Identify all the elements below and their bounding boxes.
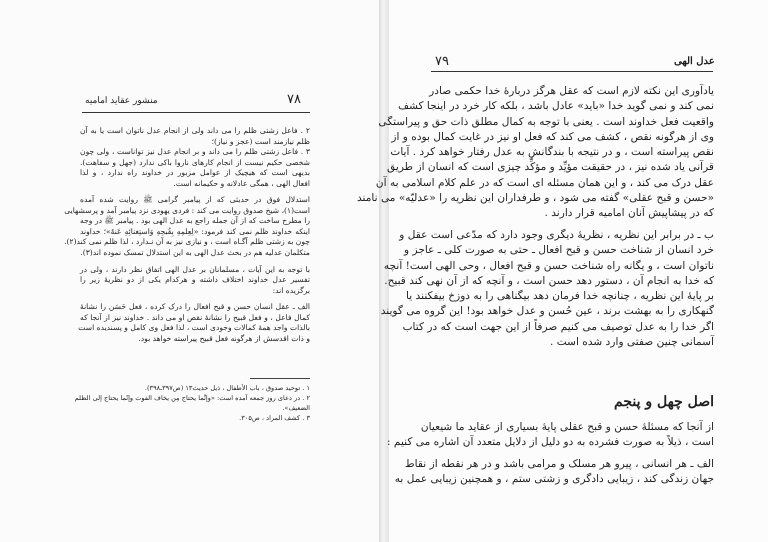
left-footnotes xyxy=(74,383,310,423)
body-line: بر پایهٔ این نظریه ، چنانچه خدا فرمان دهد بیگناهی را به دوزخ بیفکنند یا xyxy=(406,290,714,303)
footnote-line: الضعیف». xyxy=(282,404,310,412)
right-para-2 xyxy=(380,228,714,350)
body-line: شخصی حکیم نیست از انجام کارهای ناروا باکی ندارد (جهل و سفاهت). xyxy=(80,157,310,167)
body-line: ناتوان است ، و یگانه راه شناخت حسن و قبح افعال ، وحی الهی است! آنچه xyxy=(383,259,714,272)
body-line: الف ـ عقل انسان حسن و قبح افعال را درک کرده ، فعل حَسَن را نشانهٔ xyxy=(80,302,310,312)
body-line: با توجه به این آیات ، مسلمانان بر عدل الهی اتفاق نظر دارند ، ولی در xyxy=(80,264,310,274)
body-line: وی از هرگونه نقص ، کشف می کند که فعل او نیز در غایت کمال بوده و از xyxy=(391,130,714,143)
left-body xyxy=(64,126,310,344)
body-line: عقل درک می کند ، و این همان مسئله ای است که در علم کلام اسلامی به آن xyxy=(375,176,714,189)
right-para-3 xyxy=(387,420,714,487)
section-heading: اصل چهل و پنجم xyxy=(614,394,714,410)
body-line: نمی کند و نمی گوید خدا «باید» عادل باشد ، بلکه کار خرد در اینجا کشف xyxy=(398,100,714,113)
body-line: آسمانی چنین صفتی وارد شده است . xyxy=(549,336,714,349)
body-line: ظلم نیازمند است (عجز و نیاز)؛ xyxy=(211,136,310,146)
body-line: است(۱)، شیخ صدوق روایت می کند : فردی یهودی نزد پیامبر آمد و پرسشهایی xyxy=(64,205,310,215)
body-line: جهان زندگی کند ، زیبایی دادگری و زشتی ستم ، و همچنین زیبایی عمل به xyxy=(394,472,714,485)
body-line: متکلمان عدلیه هم در بحث عدل الهی به این استدلال تمسک نموده اند(۳). xyxy=(80,248,310,258)
body-line: گنهکاری را به بهشت برند ، عین حُسن و عدل خواهد بود! این گروه می گویند xyxy=(380,305,714,318)
left-header-rule xyxy=(82,112,310,113)
body-line: اینکه خداوند ظلم نمی کند فرمود: «لِعِلمِهِ بِقُبحِهِ وَاستِغنائِهِ عَنهُ»؛ خداوند xyxy=(80,226,310,236)
body-line: قرآنی یاد شده نیز ، در حقیقت مؤیِّد و مؤکِّد چیزی است که انسان از طریق xyxy=(387,161,714,174)
body-line: استدلال فوق در حدیثی که از پیامبر گرامی ﷺ روایت شده آمده xyxy=(80,195,310,205)
body-line: «حسن و قبح عقلی» گفته می شود ، و طرفداران این نظریه را «عدلیّه» می نامند xyxy=(356,192,714,205)
right-page xyxy=(356,0,768,542)
body-line: ب ـ در برابر این نظریه ، نظریهٔ دیگری وجود دارد که مدّعی است عقل و xyxy=(399,229,714,241)
right-running-title: عدل الهی xyxy=(674,56,715,67)
body-line: واقعیت فعل خداوند است . یعنی با توجه به کمال مطلق ذات حق و پیراستگی xyxy=(378,115,714,128)
body-line: بدیهی است که هیچیک از عوامل مزبور در خداوند راه ندارد ، و لذا xyxy=(80,168,310,178)
body-line: که خدا به انجام آن ، دستور دهد حسن است ، و آنچه که از آن نهی کند قبیح. xyxy=(384,274,714,287)
body-line: از آنجا که مسئلهٔ حسن و قبح عقلی پایهٔ بسیاری از عقاید ما شیعیان xyxy=(420,421,714,433)
right-para-1 xyxy=(356,84,714,222)
footnote-line: ۳ . کشف المراد ، ص۳۰۵. xyxy=(239,414,310,422)
body-line: تفسیر عدل خداوند اختلاف داشته و هرکدام یکی از دو نظریهٔ زیر را xyxy=(80,275,310,285)
body-line: ۳ . فاعل زشتی ظلم را می داند و بر انجام عدل نیز تواناست ، ولی چون xyxy=(80,147,310,157)
left-page-number: ۷۸ xyxy=(287,92,301,107)
right-header-rule xyxy=(431,71,713,72)
body-line: افعال الهی ، همگی عادلانه و حکیمانه است. xyxy=(173,178,310,188)
body-line: نقص پیراسته است ، و در نتیجه با بندگانش به عدل رفتار خواهد کرد . آیات xyxy=(390,146,714,159)
left-running-title: منشور عقاید امامیه xyxy=(85,96,158,106)
body-line: را مطرح ساخت که از آن جمله راجع به عدل الهی بود . پیامبر ﷺ در وجه xyxy=(80,216,310,226)
body-line: یادآوری این نکته لازم است که عقل هرگز دربارهٔ خدا حکمی صادر xyxy=(429,85,714,97)
body-line: اگر خدا را به عدل توصیف می کنیم صرفاً از این جهت است که در کتاب xyxy=(402,320,714,333)
footnote-line: ۱ . توحید صدوق ، باب الأطفال ، ذیل حدیث۱۳ (ص۳۹۷ـ۳۹۸). xyxy=(144,384,310,392)
body-line: که در پیشاپیش آنان امامیه قرار دارند . xyxy=(544,207,714,220)
body-line: کمال فاعل ، و فعل قبیح را نشانهٔ نقص او می داند . خداوند نیز از آنجا که xyxy=(80,312,310,322)
body-line: است ، ذیلاً به صورت فشرده به دو دلیل از دلایل متعدد آن اشاره می کنیم : xyxy=(387,436,714,449)
right-page-number: ۷۹ xyxy=(435,54,449,69)
body-line: خرد انسان از شناخت حسن و قبح افعال ـ حتی به صورت کلی ـ عاجز و xyxy=(403,244,714,257)
body-line: بالذات واجد همهٔ کمالات وجودی است ، لذا فعل وی کامل و پسندیده است xyxy=(78,323,310,333)
body-line: الف ـ هر انسانی ، پیرو هر مسلک و مرامی باشد و در هر نقطه از نقاط xyxy=(404,457,714,470)
body-line: و ذات اقدسش از هرگونه فعل قبیح پیراسته خواهد بود. xyxy=(138,333,310,343)
body-line: برگزیده اند: xyxy=(272,285,310,295)
body-line: چون به زشتی ظلم آگـاه است ، و نیازی نیز به آن نـدارد ، لذا ظلم نمی کند(۲). xyxy=(64,237,310,247)
body-line: ۲ . فاعل زشتی ظلم را می داند ولی از انجام عدل ناتوان است یا به آن xyxy=(80,126,310,135)
left-page xyxy=(0,0,379,542)
footnote-rule xyxy=(250,378,310,379)
footnote-line: ۲ . در دعای روز جمعه آمده است: «وإنَّما یحتاج مِن یخاف الفوت وإنّما یحتاج إلی الظلم xyxy=(74,394,310,402)
